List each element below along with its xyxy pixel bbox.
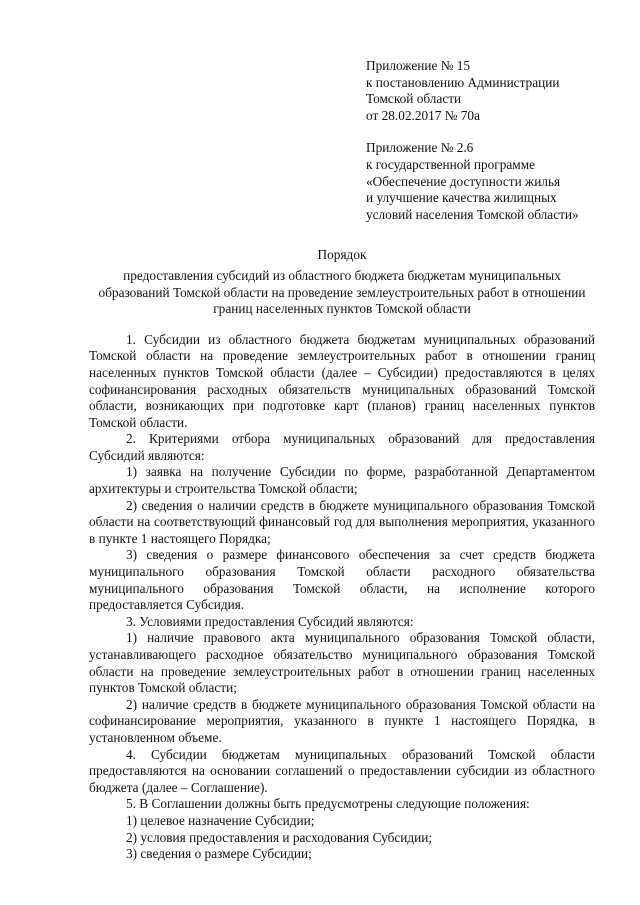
title-main: Порядок xyxy=(317,247,367,263)
appendix-2-line-4: и улучшение качества жилищных xyxy=(366,190,557,206)
title-subtitle: предоставления субсидий из областного бюджета бюджетам муниципальных образований Томской области на проведение землеустроительных работ в отношении границ населенных пунктов Томской области xyxy=(98,267,586,317)
paragraph-5: 3) сведения о размере финансового обеспечения за счет средств бюджета муниципального образования Томской области расходного обязательства муниципального образования Томской области, на исполнение которого предоставляется Субсидия. xyxy=(89,547,595,613)
paragraph-13: 3) сведения о размере Субсидии; xyxy=(126,846,312,862)
appendix-1-line-1: Приложение № 15 xyxy=(366,58,470,73)
appendix-2-line-2: к государственной программе xyxy=(366,156,536,172)
appendix-header-2 xyxy=(366,140,595,223)
paragraph-11: 1) целевое назначение Субсидии; xyxy=(126,812,315,828)
paragraph-6: 3. Условиями предоставления Субсидий являются: xyxy=(126,613,414,629)
document-title xyxy=(89,247,595,317)
paragraph-3: 1) заявка на получение Субсидии по форме, разработанной Департаментом архитектуры и строительства Томской области; xyxy=(89,464,595,497)
paragraph-10: 5. В Соглашении должны быть предусмотрены следующие положения: xyxy=(126,796,530,812)
appendix-1-line-3: Томской области xyxy=(366,91,462,107)
document-body xyxy=(89,332,595,863)
paragraph-9: 4. Субсидии бюджетам муниципальных образований Томской области предоставляются на основании соглашений о предоставлении субсидии из областного бюджета (далее – Соглашение). xyxy=(89,746,595,795)
appendix-2-line-1: Приложение № 2.6 xyxy=(366,140,474,156)
paragraph-8: 2) наличие средств в бюджете муниципального образования Томской области на софинансирование мероприятия, указанного в пункте 1 настоящего Порядка, в установленном объеме. xyxy=(89,696,595,745)
paragraph-2: 2. Критериями отбора муниципальных образований для предоставления Субсидий являются: xyxy=(89,431,595,463)
appendix-1-line-4: от 28.02.2017 № 70а xyxy=(366,107,480,123)
paragraph-4: 2) сведения о наличии средств в бюджете муниципального образования Томской области на соответствующий финансовый год для выполнения мероприятия, указанного в пункте 1 настоящего Порядка; xyxy=(89,497,595,546)
appendix-2-line-5: условий населения Томской области» xyxy=(366,206,579,222)
paragraph-1: 1. Субсидии из областного бюджета бюджетам муниципальных образований Томской области на проведение землеустроительных работ в отношении границ населенных пунктов Томской области (далее – Субсидии) предоставляются в целях софинансирования расходных обязательств муниципальных образований Томской области, возникающих при подготовке карт (планов) границ населенных пунктов Томской области. xyxy=(89,331,595,430)
paragraph-12: 2) условия предоставления и расходования Субсидии; xyxy=(126,829,433,845)
appendix-2-line-3: «Обеспечение доступности жилья xyxy=(366,173,561,189)
paragraph-7: 1) наличие правового акта муниципального образования Томской области, устанавливающего расходное обязательство муниципального образования Томской области на проведение землеустроительных работ в отношении границ населенных пунктов Томской области; xyxy=(89,630,595,696)
appendix-header-1 xyxy=(366,58,595,124)
appendix-1-line-2: к постановлению Администрации xyxy=(366,74,560,90)
